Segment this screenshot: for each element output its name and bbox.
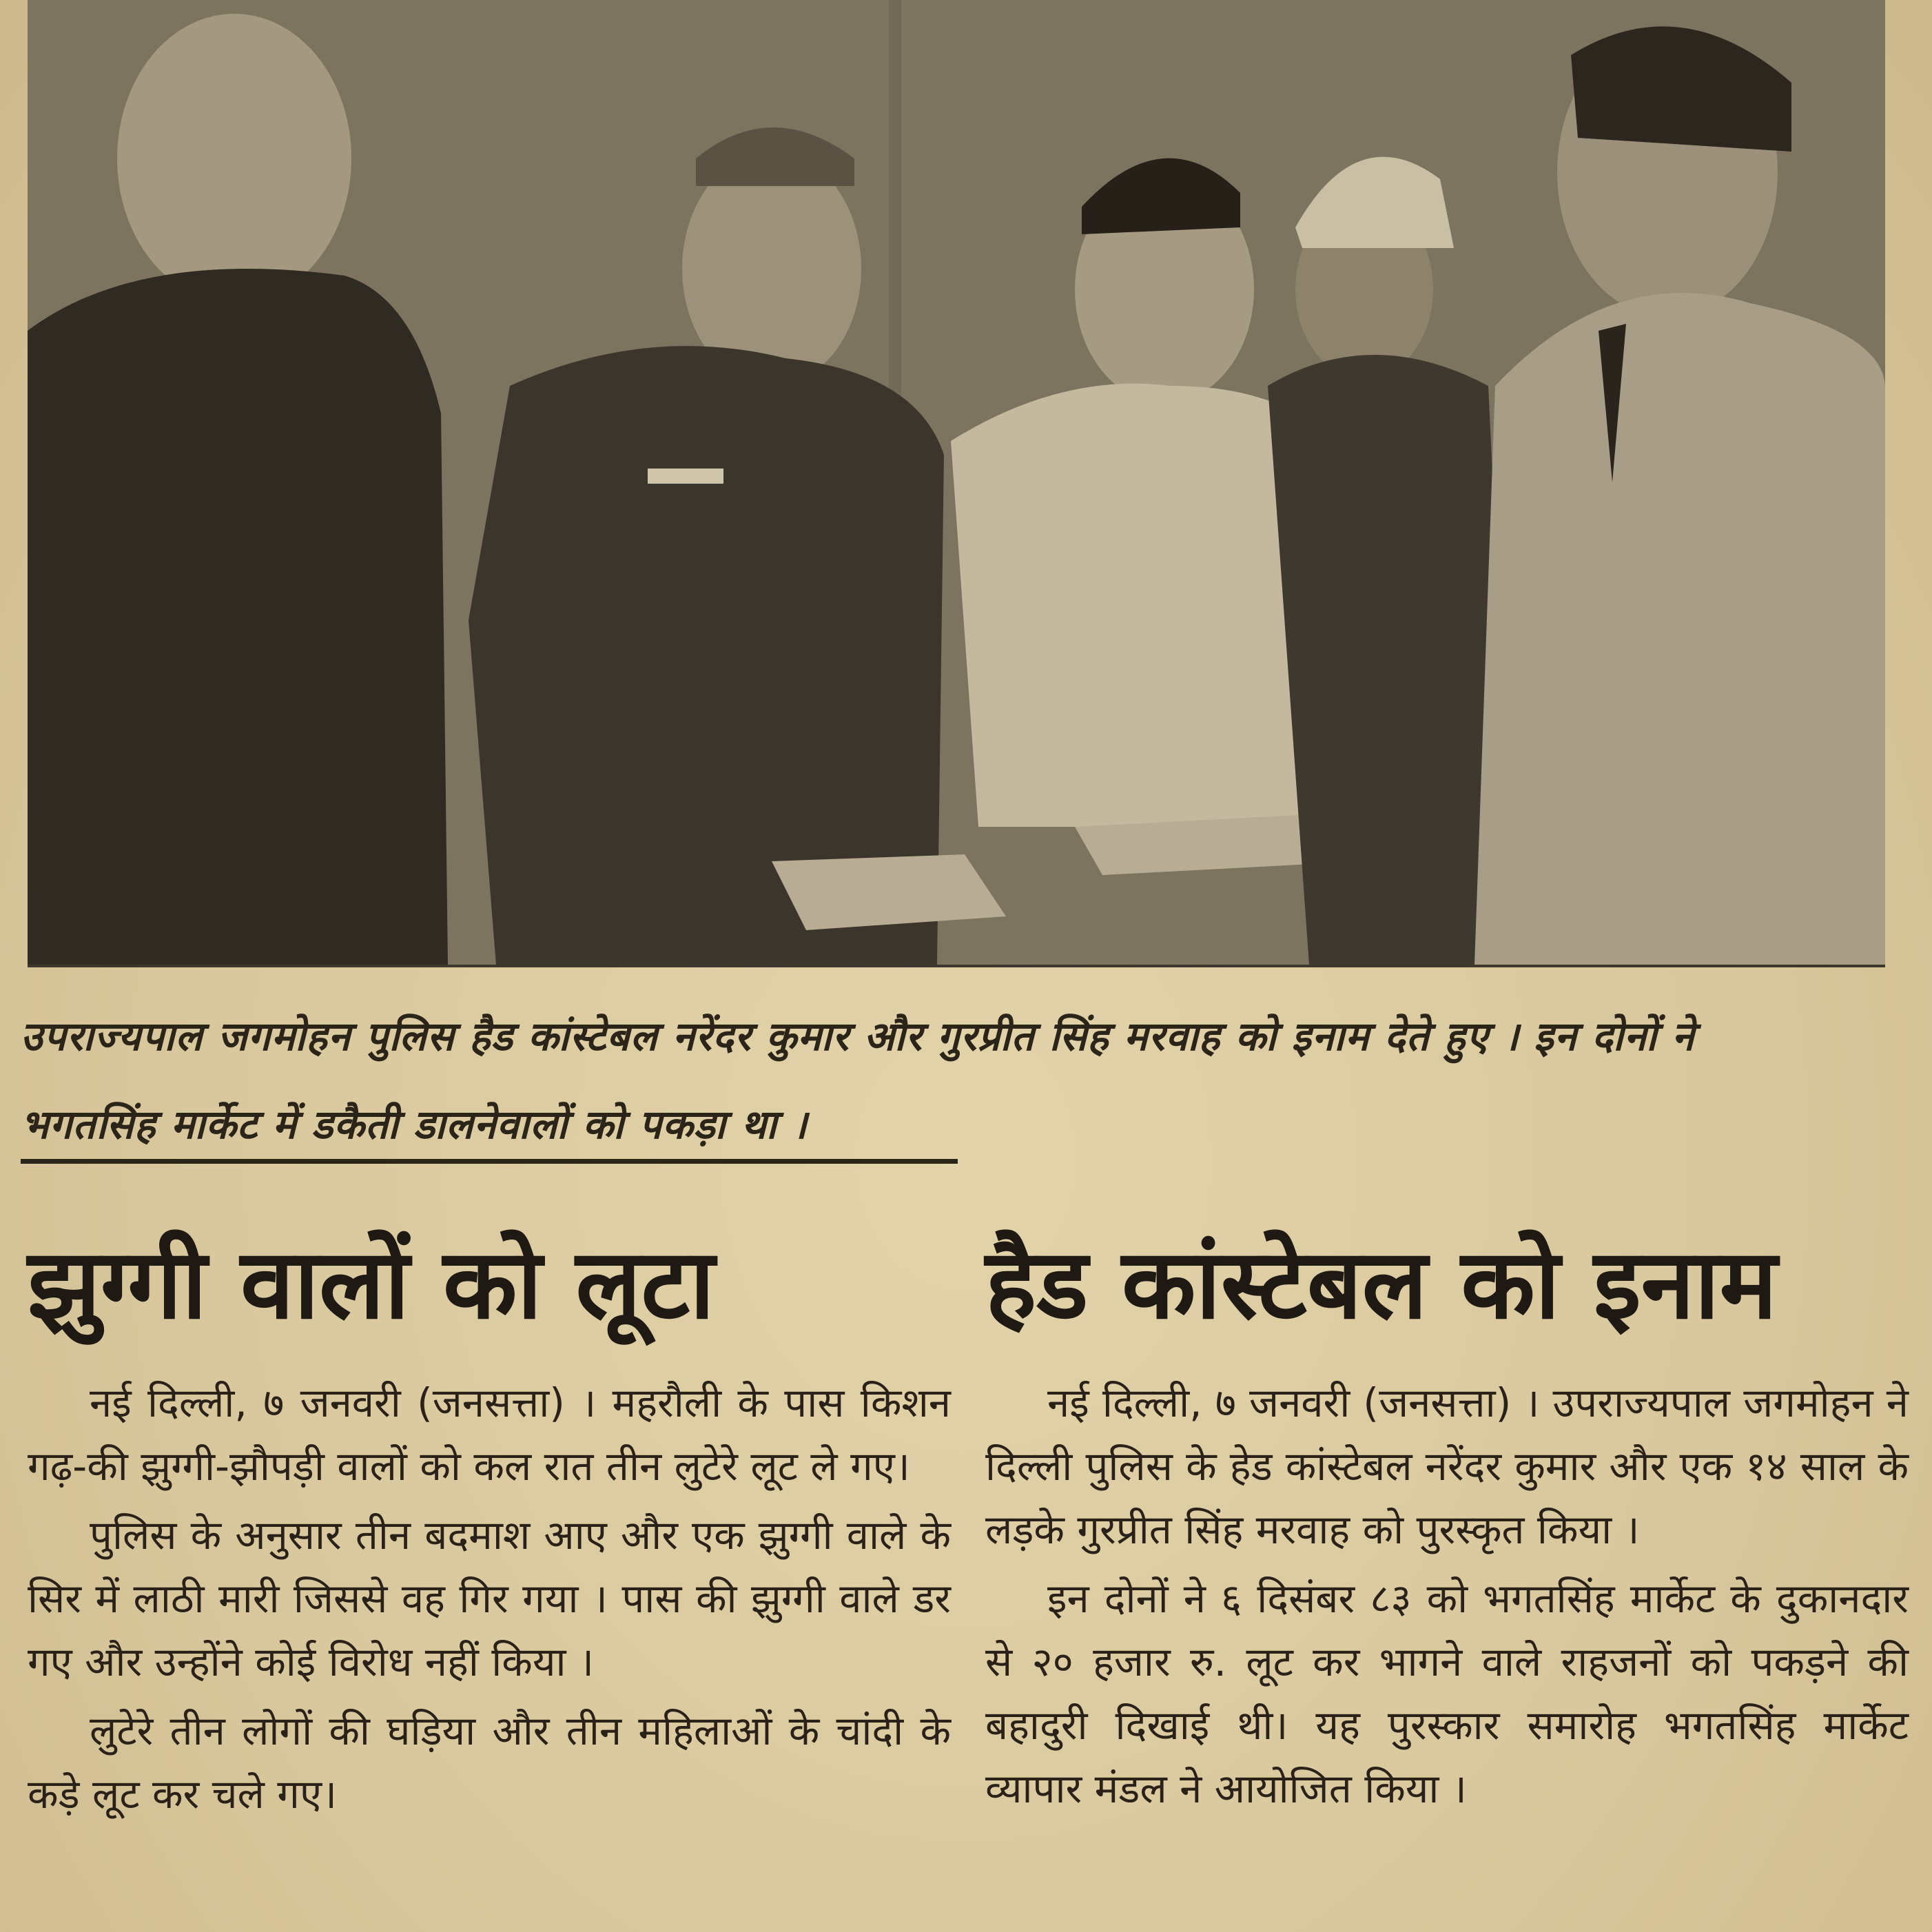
article-left-paragraph: लुटेरे तीन लोगों की घड़िया और तीन महिलाओं के चांदी के कड़े लूट कर चले गए। <box>28 1707 951 1818</box>
photo-illustration <box>28 0 1885 965</box>
article-right <box>985 1226 1909 1826</box>
article-left-headline: झुग्गी वालों को लूटा <box>28 1229 715 1341</box>
news-photo <box>28 0 1885 967</box>
article-left <box>28 1226 951 1831</box>
caption-line-1: उपराज्यपाल जगमोहन पुलिस हैड कांस्टेबल नरेंदर कुमार और गुरप्रीत सिंह मरवाह को इनाम देते हुए । इन दोनों ने <box>21 1013 1695 1060</box>
photo-caption <box>21 992 1909 1169</box>
article-right-paragraph: इन दोनों ने ६ दिसंबर ८३ को भगतसिंह मार्केट के दुकानदार से २० हजार रु. लूट कर भागने वाले राहजनों को पकड़ने की बहादुरी दिखाई थी। यह पुरस्कार समारोह भगतसिंह मार्केट व्यापार मंडल ने आयोजित किया । <box>985 1575 1909 1812</box>
caption-line-2: भगतसिंह मार्केट में डकैती डालनेवालों को पकड़ा था । <box>21 1101 808 1148</box>
article-left-paragraph: पुलिस के अनुसार तीन बदमाश आए और एक झुग्गी वाले के सिर में लाठी मारी जिससे वह गिर गया । पास की झुग्गी वाले डर गए और उन्होंने कोई विरोध नहीं किया । <box>28 1512 951 1685</box>
tray-left <box>772 854 1006 930</box>
article-right-headline: हैड कांस्टेबल को इनाम <box>985 1229 1778 1341</box>
divider-rule <box>21 1159 958 1164</box>
article-right-paragraph: नई दिल्ली, ७ जनवरी (जनसत्ता) । उपराज्यपाल जगमोहन ने दिल्ली पुलिस के हेड कांस्टेबल नरेंदर कुमार और एक १४ साल के लड़के गुरप्रीत सिंह मरवाह को पुरस्कृत किया । <box>985 1379 1909 1553</box>
article-left-paragraph: नई दिल्ली, ७ जनवरी (जनसत्ता) । महरौली के पास किशन गढ़-की झुग्गी-झौपड़ी वालों को कल रात तीन लुटेरे लूट ले गए। <box>28 1379 951 1490</box>
